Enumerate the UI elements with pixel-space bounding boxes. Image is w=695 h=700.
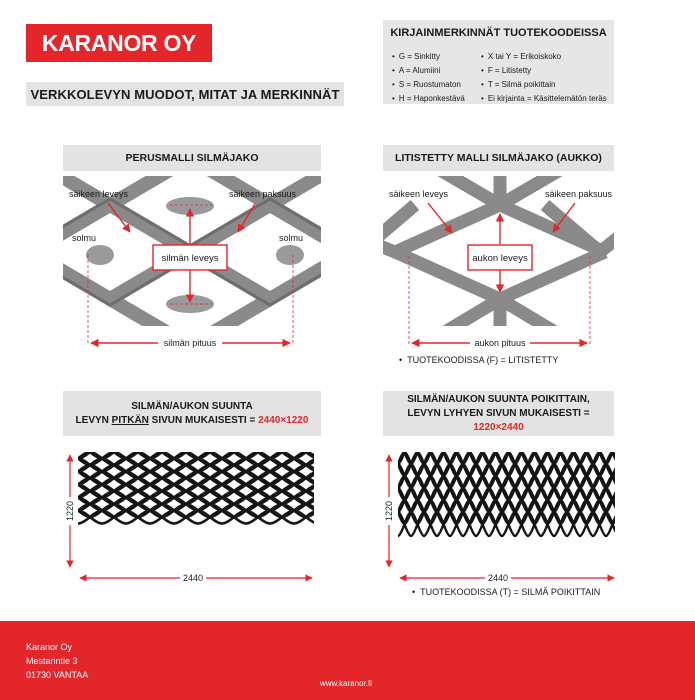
mesh-cell (593, 428, 606, 452)
mesh-cell (626, 464, 639, 488)
footer-city: 01730 VANTAA (26, 670, 89, 680)
mesh-cell (619, 476, 632, 500)
mesh-cell (385, 428, 398, 452)
mesh-cell (42, 485, 66, 498)
node-left-label: solmu (72, 233, 97, 243)
mesh-cell (528, 428, 541, 452)
mesh-cell (330, 498, 354, 511)
mesh-cell (318, 491, 342, 504)
footer-company: Karanor Oy (26, 642, 73, 652)
letter-codes-title: KIRJAINMERKINNÄT TUOTEKOODEISSA (390, 27, 607, 39)
direction-cross-line1: SILMÄN/AUKON SUUNTA POIKITTAIN, (407, 393, 590, 405)
mesh-cell (330, 511, 354, 524)
mesh-cell (198, 439, 222, 452)
mesh-cell (102, 439, 126, 452)
mesh-cell (619, 500, 632, 524)
sheet-long-width-label: 2440 (182, 573, 204, 583)
mesh-cell (541, 428, 554, 452)
strand-thickness-label-flat: säikeen paksuus (545, 189, 613, 199)
code-item: • T = Silmä poikittain (481, 78, 607, 92)
sheet-cross-direction (379, 428, 646, 536)
page-title: VERKKOLEVYN MUODOT, MITAT JA MERKINNÄT (26, 82, 344, 106)
footer-website-link[interactable]: www.karanor.fi (320, 679, 373, 688)
basic-model-title-text: PERUSMALLI SILMÄJAKO (125, 152, 259, 164)
mesh-cell (476, 428, 489, 452)
mesh-cell (54, 452, 78, 465)
direction-cross-line2-text: LEVYN LYHYEN SIVUN MUKAISESTI = (407, 407, 590, 419)
mesh-cell (342, 439, 366, 452)
mesh-cell (174, 439, 198, 452)
mesh-cell (437, 428, 450, 452)
mesh-cell (330, 459, 354, 472)
direction-cross-dims: 1220×2440 (473, 421, 524, 433)
strand-thickness-label-basic: säikeen paksuus (229, 189, 297, 199)
strand-width-label-flat: säikeen leveys (389, 189, 449, 199)
mesh-cell (294, 439, 318, 452)
code-item: • F = Litistetty (481, 64, 607, 78)
node-right-label: solmu (279, 233, 304, 243)
flat-note: • TUOTEKOODISSA (F) = LITISTETTY (399, 355, 558, 365)
mesh-cell (42, 446, 66, 459)
code-item: • H = Haponkestävä (392, 92, 465, 106)
company-logo: KARANOR OY (26, 24, 212, 62)
mesh-cell (567, 428, 580, 452)
code-item: • Ei kirjainta = Käsittelemätön teräs (481, 92, 607, 106)
mesh-cell (150, 439, 174, 452)
mesh-cell (632, 428, 645, 452)
mesh-cell (385, 476, 398, 500)
opening-width-label: aukon leveys (472, 253, 528, 264)
mesh-cell (554, 428, 567, 452)
mesh-cell (619, 452, 632, 476)
mesh-cell (626, 488, 639, 512)
mesh-cell (632, 476, 645, 500)
mesh-cell (398, 428, 411, 452)
mesh-cell (318, 478, 342, 491)
mesh-cell (318, 452, 342, 465)
code-item: • A = Alumiini (392, 64, 465, 78)
mesh-cell (342, 452, 366, 465)
sheet-cross-height-label: 1220 (384, 500, 394, 522)
mesh-cell (342, 465, 366, 478)
mesh-cell (411, 428, 424, 452)
opening-length-label: aukon pituus (474, 338, 526, 348)
mesh-cell (502, 428, 515, 452)
mesh-cell (270, 439, 294, 452)
mesh-cell (385, 452, 398, 476)
mesh-cell (489, 428, 502, 452)
mesh-cell (330, 472, 354, 485)
mesh-cell (318, 465, 342, 478)
mesh-cell (54, 439, 78, 452)
mesh-cell (342, 504, 366, 517)
mesh-cell (78, 439, 102, 452)
mesh-cell (330, 446, 354, 459)
mesh-length-label: silmän pituus (163, 338, 217, 348)
direction-long-dims: 2440×1220 (258, 414, 309, 426)
mesh-cell (42, 472, 66, 485)
sheet-long-direction (42, 439, 366, 524)
mesh-cell (463, 428, 476, 452)
sheet-long-height-label: 1220 (65, 500, 75, 522)
mesh-cell (318, 504, 342, 517)
cross-note: • TUOTEKOODISSA (T) = SILMÄ POIKITTAIN (412, 587, 600, 597)
mesh-cell (580, 428, 593, 452)
direction-long-line2-a: LEVYN (75, 414, 112, 426)
mesh-cell (330, 485, 354, 498)
code-item: • G = Sinkitty (392, 50, 465, 64)
mesh-cell (632, 500, 645, 524)
mesh-cell (126, 439, 150, 452)
code-item: • S = Ruostumaton (392, 78, 465, 92)
direction-long-line1: SILMÄN/AUKON SUUNTA (131, 400, 253, 412)
mesh-width-label: silmän leveys (161, 253, 219, 264)
mesh-cell (619, 428, 632, 452)
mesh-cell (42, 459, 66, 472)
mesh-cell (246, 439, 270, 452)
mesh-cell (424, 428, 437, 452)
code-item: • X tai Y = Erikoiskoko (481, 50, 607, 64)
mesh-cell (626, 512, 639, 536)
mesh-cell (222, 439, 246, 452)
mesh-cell (450, 428, 463, 452)
direction-long-line2-c: SIVUN MUKAISESTI = (148, 414, 259, 426)
sheet-cross-width-label: 2440 (487, 573, 509, 583)
direction-long-line2-b: PITKÄN (111, 414, 149, 426)
mesh-cell (342, 478, 366, 491)
footer (0, 621, 695, 700)
mesh-cell (342, 491, 366, 504)
mesh-cell (515, 428, 528, 452)
mesh-cell (632, 452, 645, 476)
strand-width-label-basic: säikeen leveys (69, 189, 129, 199)
flat-model-title-text: LITISTETTY MALLI SILMÄJAKO (AUKKO) (395, 152, 602, 164)
mesh-cell (626, 440, 639, 464)
mesh-cell (606, 428, 619, 452)
mesh-cell (54, 465, 78, 478)
mesh-cell (54, 478, 78, 491)
footer-street: Mestarintie 3 (26, 656, 78, 666)
mesh-cell (318, 439, 342, 452)
